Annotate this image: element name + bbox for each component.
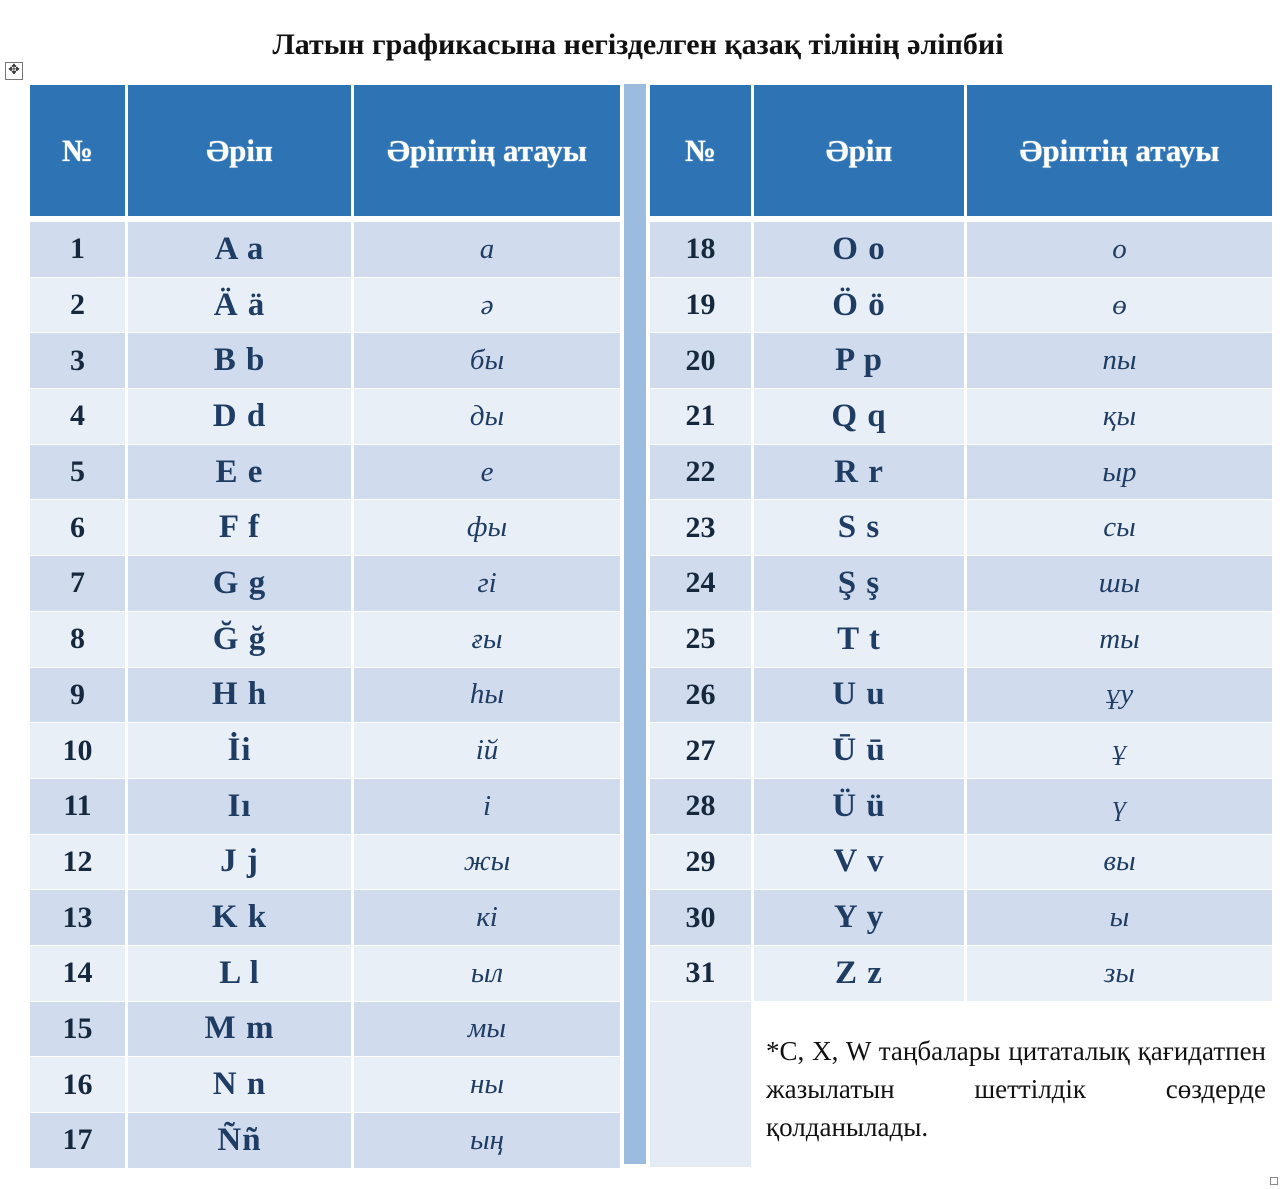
row-number: 18 bbox=[650, 222, 754, 277]
move-cross-icon[interactable]: ✥ bbox=[5, 62, 23, 80]
table-row bbox=[30, 668, 620, 724]
row-letter: İi bbox=[128, 723, 354, 778]
table-row bbox=[30, 445, 620, 501]
table-row bbox=[650, 668, 1272, 724]
note-empty-cell bbox=[650, 1002, 754, 1167]
row-letter-name: шы bbox=[1098, 566, 1141, 599]
row-letter: Ññ bbox=[128, 1113, 354, 1168]
row-letter-name: гі bbox=[477, 566, 497, 599]
table-row bbox=[650, 389, 1272, 445]
row-number: 5 bbox=[30, 445, 128, 500]
table-row bbox=[650, 779, 1272, 835]
table-header bbox=[30, 85, 620, 216]
row-letter: F f bbox=[128, 500, 354, 555]
table-row bbox=[30, 612, 620, 668]
header-number: № bbox=[650, 85, 754, 216]
row-letter: E e bbox=[128, 445, 354, 500]
row-letter: L l bbox=[128, 946, 354, 1001]
row-number: 6 bbox=[30, 500, 128, 555]
table-row bbox=[30, 835, 620, 891]
row-number: 29 bbox=[650, 835, 754, 890]
row-letter-name: о bbox=[1112, 232, 1127, 265]
table-row bbox=[650, 946, 1272, 1002]
row-letter: K k bbox=[128, 890, 354, 945]
row-letter: T t bbox=[754, 612, 967, 667]
row-letter-name: ы bbox=[1109, 901, 1130, 934]
row-letter-name: пы bbox=[1102, 344, 1137, 377]
footnote-text: *C, X, W таңбалары цитаталық қағидатпен жазылатын шеттілдік сөздерде қолданылады. bbox=[754, 1002, 1272, 1167]
table-row bbox=[650, 835, 1272, 891]
row-number: 22 bbox=[650, 445, 754, 500]
row-number: 3 bbox=[30, 333, 128, 388]
row-number: 20 bbox=[650, 333, 754, 388]
table-row bbox=[30, 1113, 620, 1169]
row-number: 19 bbox=[650, 278, 754, 333]
row-number: 4 bbox=[30, 389, 128, 444]
row-letter: Ş ş bbox=[754, 556, 967, 611]
table-row bbox=[30, 890, 620, 946]
row-letter-name: ұу bbox=[1105, 678, 1134, 711]
table-row bbox=[30, 779, 620, 835]
resize-handle[interactable] bbox=[1270, 1177, 1278, 1185]
table-row bbox=[650, 333, 1272, 389]
row-letter: H h bbox=[128, 668, 354, 723]
row-number: 25 bbox=[650, 612, 754, 667]
table-row bbox=[30, 222, 620, 278]
table-row bbox=[30, 1057, 620, 1113]
table-row bbox=[30, 278, 620, 334]
row-number: 30 bbox=[650, 890, 754, 945]
row-letter-name: зы bbox=[1104, 956, 1135, 989]
row-letter: O o bbox=[754, 222, 967, 277]
row-letter: Ü ü bbox=[754, 779, 967, 834]
table-row bbox=[650, 612, 1272, 668]
row-letter: Q q bbox=[754, 389, 967, 444]
row-letter-name: сы bbox=[1103, 511, 1136, 544]
header-letter: Әріп bbox=[754, 85, 967, 216]
row-letter: A a bbox=[128, 222, 354, 277]
row-number: 9 bbox=[30, 668, 128, 723]
row-letter: D d bbox=[128, 389, 354, 444]
table-row bbox=[650, 222, 1272, 278]
table-header bbox=[650, 85, 1272, 216]
row-letter: J j bbox=[128, 835, 354, 890]
row-letter-name: һы bbox=[469, 678, 505, 711]
row-number: 1 bbox=[30, 222, 128, 277]
table-body bbox=[30, 222, 620, 1169]
row-number: 13 bbox=[30, 890, 128, 945]
column-divider bbox=[624, 84, 646, 1164]
table-row bbox=[30, 723, 620, 779]
row-letter-name: ды bbox=[469, 399, 505, 432]
table-row bbox=[650, 445, 1272, 501]
table-row bbox=[650, 723, 1272, 779]
row-number: 21 bbox=[650, 389, 754, 444]
row-letter-name: кі bbox=[476, 901, 498, 934]
table-row bbox=[30, 389, 620, 445]
alphabet-table-right bbox=[650, 85, 1272, 1167]
row-letter-name: вы bbox=[1103, 845, 1136, 878]
table-row bbox=[650, 890, 1272, 946]
row-letter-name: ү bbox=[1112, 789, 1127, 822]
page-title: Латын графикасына негізделген қазақ тілінің әліпбиі bbox=[272, 28, 1004, 61]
header-letter-name: Әріптің атауы bbox=[354, 85, 620, 216]
note-row bbox=[650, 1002, 1272, 1167]
row-number: 28 bbox=[650, 779, 754, 834]
table-row bbox=[650, 500, 1272, 556]
row-letter: B b bbox=[128, 333, 354, 388]
row-letter-name: ғы bbox=[471, 622, 503, 655]
row-number: 10 bbox=[30, 723, 128, 778]
row-letter-name: бы bbox=[469, 344, 505, 377]
row-number: 23 bbox=[650, 500, 754, 555]
table-row bbox=[30, 556, 620, 612]
row-number: 17 bbox=[30, 1113, 128, 1168]
row-letter: Ğ ğ bbox=[128, 612, 354, 667]
header-letter-name: Әріптің атауы bbox=[967, 85, 1272, 216]
table-body bbox=[650, 222, 1272, 1002]
row-letter-name: ыл bbox=[470, 956, 504, 989]
row-letter-name: ұ bbox=[1112, 734, 1127, 767]
table-row bbox=[30, 333, 620, 389]
row-letter-name: фы bbox=[466, 511, 508, 544]
row-number: 11 bbox=[30, 779, 128, 834]
table-row bbox=[30, 1002, 620, 1058]
row-number: 7 bbox=[30, 556, 128, 611]
row-letter-name: е bbox=[480, 455, 494, 488]
table-row bbox=[650, 556, 1272, 612]
row-number: 15 bbox=[30, 1002, 128, 1057]
row-letter: G g bbox=[128, 556, 354, 611]
row-letter: P p bbox=[754, 333, 967, 388]
header-letter: Әріп bbox=[128, 85, 354, 216]
row-number: 14 bbox=[30, 946, 128, 1001]
row-number: 8 bbox=[30, 612, 128, 667]
row-letter-name: қы bbox=[1102, 399, 1137, 432]
row-number: 2 bbox=[30, 278, 128, 333]
row-letter: S s bbox=[754, 500, 967, 555]
row-letter: Y y bbox=[754, 890, 967, 945]
row-letter: Z z bbox=[754, 946, 967, 1001]
row-letter: Iı bbox=[128, 779, 354, 834]
row-letter: N n bbox=[128, 1057, 354, 1112]
row-number: 27 bbox=[650, 723, 754, 778]
row-letter: Ä ä bbox=[128, 278, 354, 333]
row-number: 12 bbox=[30, 835, 128, 890]
row-letter: V v bbox=[754, 835, 967, 890]
row-letter: Ö ö bbox=[754, 278, 967, 333]
row-letter: Ū ū bbox=[754, 723, 967, 778]
row-number: 24 bbox=[650, 556, 754, 611]
row-letter-name: ың bbox=[469, 1123, 505, 1156]
row-letter-name: ыр bbox=[1102, 455, 1137, 488]
row-letter-name: а bbox=[479, 232, 495, 265]
row-letter-name: ә bbox=[480, 288, 494, 321]
row-letter-name: жы bbox=[463, 845, 511, 878]
row-letter-name: ій bbox=[475, 734, 499, 767]
row-letter-name: ны bbox=[469, 1068, 505, 1101]
row-letter: U u bbox=[754, 668, 967, 723]
row-letter-name: ө bbox=[1112, 288, 1127, 321]
row-number: 16 bbox=[30, 1057, 128, 1112]
header-number: № bbox=[30, 85, 128, 216]
table-row bbox=[30, 500, 620, 556]
row-letter: R r bbox=[754, 445, 967, 500]
alphabet-table-left bbox=[30, 85, 620, 1169]
row-letter-name: мы bbox=[467, 1012, 507, 1045]
row-number: 26 bbox=[650, 668, 754, 723]
row-letter-name: і bbox=[482, 789, 492, 822]
table-row bbox=[650, 278, 1272, 334]
row-number: 31 bbox=[650, 946, 754, 1001]
row-letter-name: ты bbox=[1099, 622, 1140, 655]
row-letter: M m bbox=[128, 1002, 354, 1057]
table-row bbox=[30, 946, 620, 1002]
